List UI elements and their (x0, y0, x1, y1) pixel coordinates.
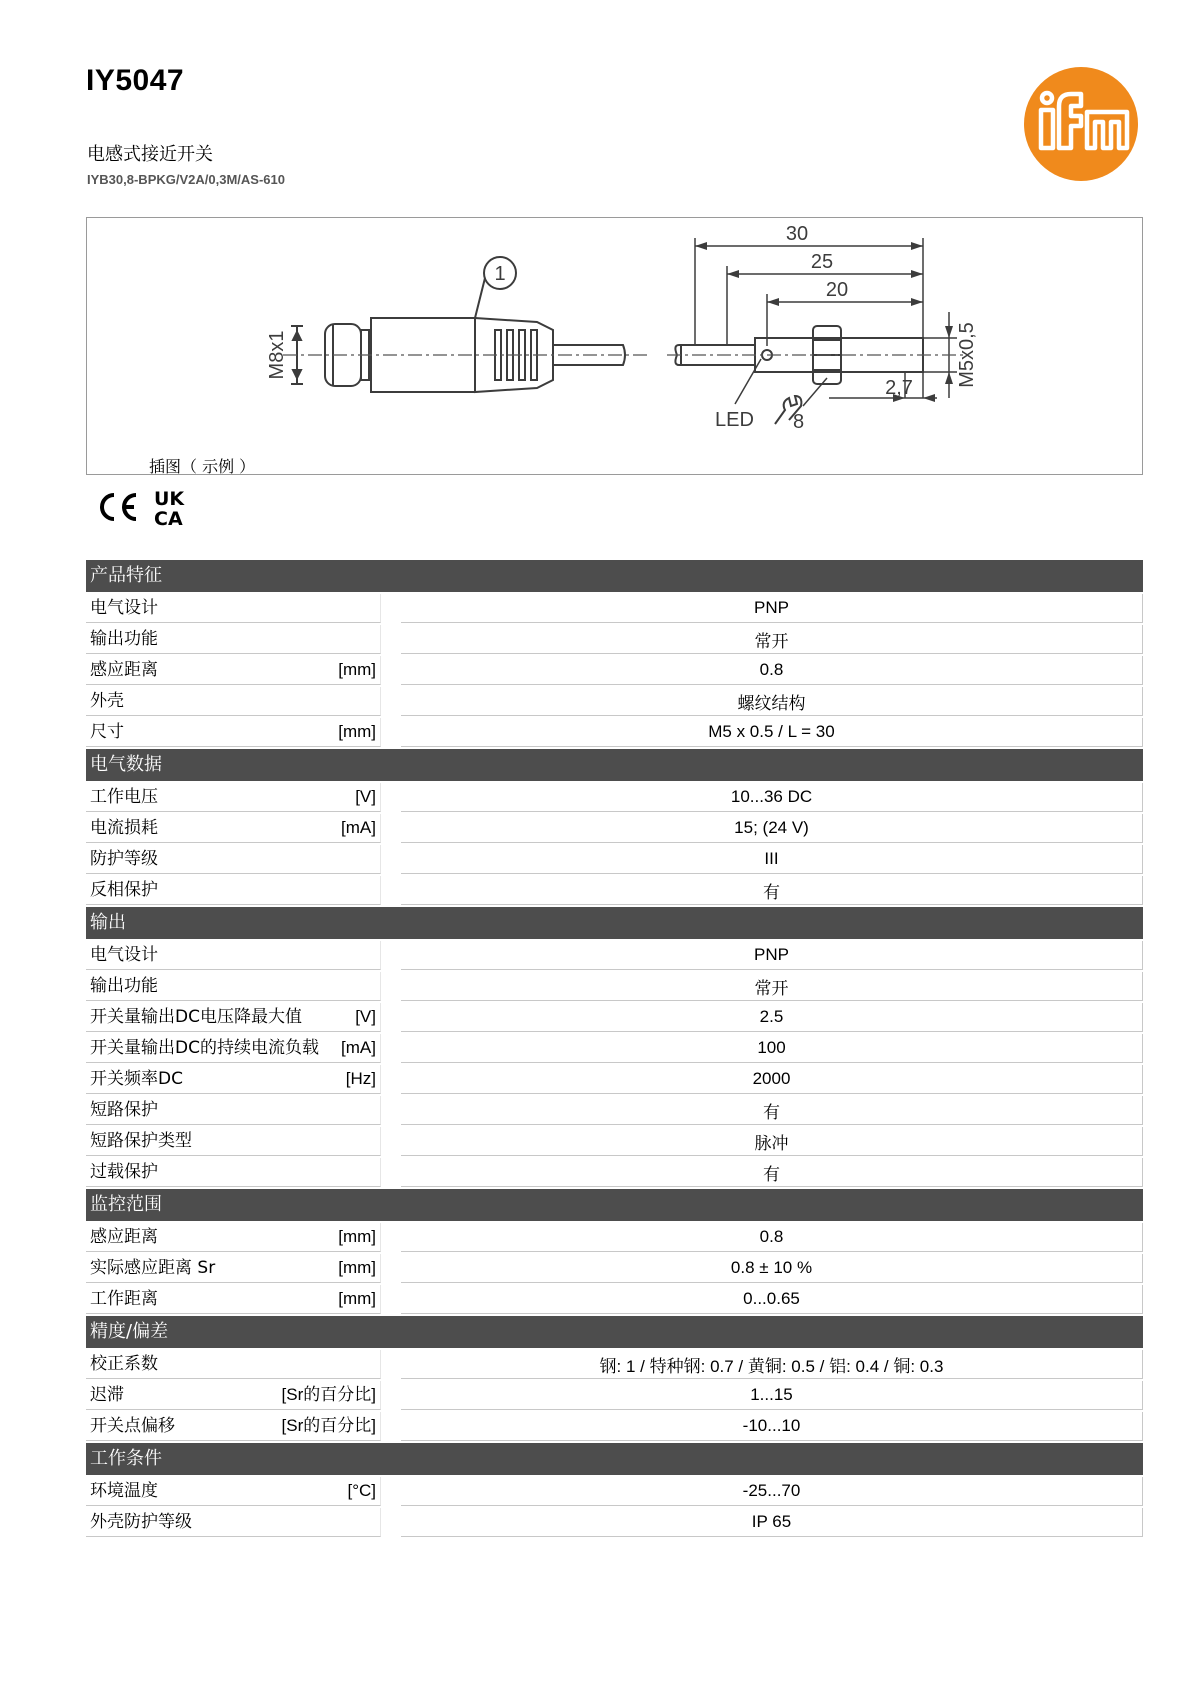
spec-label-cell (86, 1477, 381, 1506)
product-title: IY5047 (86, 64, 185, 97)
spec-unit: [mm] (338, 1289, 376, 1308)
spec-label: 实际感应距离 Sr (90, 1258, 216, 1278)
spec-row (86, 718, 1143, 747)
spec-value: 有 (401, 1158, 1143, 1187)
spec-label-cell (86, 1034, 381, 1063)
spec-row (86, 972, 1143, 1001)
dimension-drawing (86, 217, 1143, 475)
spec-label-cell (86, 783, 381, 812)
spec-label-cell (86, 718, 381, 747)
spec-unit: [V] (355, 787, 376, 806)
spec-unit: [Sr的百分比] (281, 1416, 376, 1435)
spec-label-cell (86, 625, 381, 654)
spec-value: -10...10 (401, 1412, 1143, 1441)
wrench-size-label: 8 (793, 411, 805, 433)
spec-label-cell (86, 876, 381, 905)
spec-row (86, 1223, 1143, 1252)
spec-label-cell (86, 1127, 381, 1156)
spec-label-cell (86, 941, 381, 970)
spec-label-cell (86, 1350, 381, 1379)
spec-label: 开关频率DC (90, 1069, 183, 1089)
spec-unit: [mm] (338, 722, 376, 741)
spec-label: 开关点偏移 (90, 1416, 175, 1436)
spec-label-cell (86, 972, 381, 1001)
spec-unit: [V] (355, 1007, 376, 1026)
svg-text:UK: UK (154, 488, 185, 510)
spec-value: PNP (401, 941, 1143, 970)
dim-27-label: 2,7 (885, 377, 913, 399)
led-label: LED (715, 409, 754, 431)
spec-value: 0...0.65 (401, 1285, 1143, 1314)
spec-label: 开关量输出DC电压降最大值 (90, 1007, 302, 1027)
spec-label: 外壳 (90, 691, 124, 711)
spec-row (86, 687, 1143, 716)
spec-label: 输出功能 (90, 976, 158, 996)
spec-row (86, 1065, 1143, 1094)
product-subtitle: 电感式接近开关 (87, 144, 213, 165)
callout-1-label: 1 (494, 263, 506, 285)
spec-label: 电流损耗 (90, 818, 158, 838)
spec-value: 常开 (401, 625, 1143, 654)
spec-label-cell (86, 1254, 381, 1283)
section-header: 精度/偏差 (86, 1316, 1143, 1348)
spec-unit: [mm] (338, 1258, 376, 1277)
spec-value: 螺纹结构 (401, 687, 1143, 716)
dim-25-label: 25 (810, 251, 834, 273)
drawing-caption: 插图（ 示例 ） (149, 457, 256, 476)
spec-value: 有 (401, 876, 1143, 905)
spec-row (86, 625, 1143, 654)
ce-mark (102, 495, 136, 519)
spec-value: 15; (24 V) (401, 814, 1143, 843)
certification-marks (92, 487, 202, 527)
spec-row (86, 1477, 1143, 1506)
spec-value: 常开 (401, 972, 1143, 1001)
spec-row (86, 941, 1143, 970)
spec-value: 100 (401, 1034, 1143, 1063)
spec-label-cell (86, 1381, 381, 1410)
spec-row (86, 1096, 1143, 1125)
spec-value: 10...36 DC (401, 783, 1143, 812)
ifm-logo (1023, 66, 1139, 182)
spec-label-cell (86, 1508, 381, 1537)
spec-unit: [Hz] (345, 1069, 376, 1088)
spec-value: IP 65 (401, 1508, 1143, 1537)
spec-label: 短路保护 (90, 1100, 158, 1120)
section-header: 电气数据 (86, 749, 1143, 781)
spec-row (86, 1381, 1143, 1410)
spec-value: 钢: 1 / 特种钢: 0.7 / 黄铜: 0.5 / 铝: 0.4 / 铜: 0.3 (401, 1350, 1143, 1379)
spec-label: 工作电压 (90, 787, 158, 807)
spec-row (86, 1508, 1143, 1537)
spec-unit: [Sr的百分比] (281, 1385, 376, 1404)
section-header: 产品特征 (86, 560, 1143, 592)
spec-row (86, 656, 1143, 685)
spec-value: 脉冲 (401, 1127, 1143, 1156)
spec-label: 尺寸 (90, 722, 124, 742)
spec-unit: [mA] (341, 1038, 376, 1057)
spec-label: 防护等级 (90, 849, 158, 869)
section-header: 输出 (86, 907, 1143, 939)
spec-value: 2.5 (401, 1003, 1143, 1032)
spec-row (86, 1158, 1143, 1187)
product-code: IYB30,8-BPKG/V2A/0,3M/AS-610 (87, 172, 285, 187)
spec-label: 电气设计 (90, 945, 158, 965)
spec-label: 输出功能 (90, 629, 158, 649)
spec-value: 0.8 ± 10 % (401, 1254, 1143, 1283)
spec-table (86, 560, 1143, 1537)
spec-row (86, 1285, 1143, 1314)
spec-row (86, 1003, 1143, 1032)
spec-label: 感应距离 (90, 660, 158, 680)
spec-label-cell (86, 1096, 381, 1125)
spec-value: M5 x 0.5 / L = 30 (401, 718, 1143, 747)
section-header: 工作条件 (86, 1443, 1143, 1475)
spec-label: 校正系数 (90, 1354, 158, 1374)
spec-label: 工作距离 (90, 1289, 158, 1309)
spec-label: 环境温度 (90, 1481, 158, 1501)
spec-row (86, 1412, 1143, 1441)
spec-row (86, 1254, 1143, 1283)
spec-label-cell (86, 656, 381, 685)
spec-unit: [mm] (338, 1227, 376, 1246)
spec-label-cell (86, 1158, 381, 1187)
m5-label: M5x0,5 (956, 322, 978, 388)
spec-label-cell (86, 594, 381, 623)
spec-label-cell (86, 687, 381, 716)
dim-30-label: 30 (785, 223, 809, 245)
spec-value: -25...70 (401, 1477, 1143, 1506)
spec-unit: [mm] (338, 660, 376, 679)
spec-row (86, 1350, 1143, 1379)
spec-row (86, 814, 1143, 843)
spec-row (86, 1034, 1143, 1063)
spec-row (86, 594, 1143, 623)
spec-row (86, 845, 1143, 874)
section-header: 监控范围 (86, 1189, 1143, 1221)
spec-label: 迟滞 (90, 1385, 124, 1405)
spec-value: 0.8 (401, 656, 1143, 685)
spec-label-cell (86, 814, 381, 843)
dim-20-label: 20 (825, 279, 849, 301)
spec-row (86, 876, 1143, 905)
spec-value: 2000 (401, 1065, 1143, 1094)
spec-label: 短路保护类型 (90, 1131, 192, 1151)
spec-label-cell (86, 1223, 381, 1252)
spec-value: 0.8 (401, 1223, 1143, 1252)
m8-label: M8x1 (266, 330, 288, 380)
spec-label: 感应距离 (90, 1227, 158, 1247)
spec-value: III (401, 845, 1143, 874)
spec-label-cell (86, 1065, 381, 1094)
svg-text:CA: CA (154, 508, 183, 527)
spec-label: 外壳防护等级 (90, 1512, 192, 1532)
spec-label-cell (86, 1285, 381, 1314)
spec-label-cell (86, 1412, 381, 1441)
spec-row (86, 783, 1143, 812)
spec-value: 有 (401, 1096, 1143, 1125)
ukca-mark (154, 488, 185, 527)
spec-unit: [°C] (347, 1481, 376, 1500)
spec-label-cell (86, 1003, 381, 1032)
spec-value: PNP (401, 594, 1143, 623)
spec-label: 反相保护 (90, 880, 158, 900)
spec-label: 开关量输出DC的持续电流负载 (90, 1038, 319, 1058)
spec-value: 1...15 (401, 1381, 1143, 1410)
spec-label: 电气设计 (90, 598, 158, 618)
spec-unit: [mA] (341, 818, 376, 837)
spec-label: 过载保护 (90, 1162, 158, 1182)
spec-label-cell (86, 845, 381, 874)
spec-row (86, 1127, 1143, 1156)
